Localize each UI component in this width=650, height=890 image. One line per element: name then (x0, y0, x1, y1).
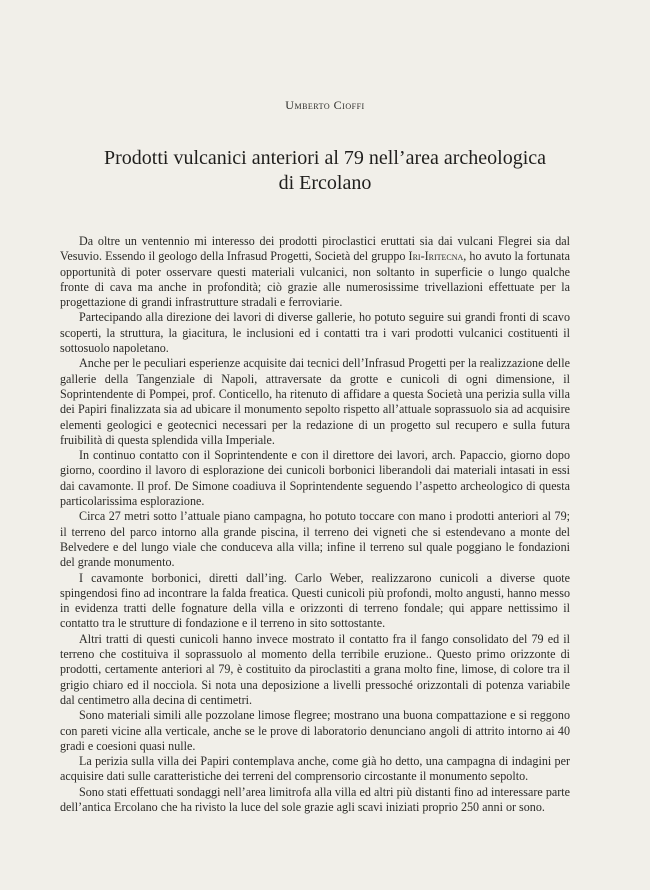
paragraph: La perizia sulla villa dei Papiri contemplava anche, come già ho detto, una campagna di indagini per acquisire dati sulle caratteristiche dei terreni del comprensorio circostante il monumento sepolto. (60, 754, 570, 784)
paragraph: Partecipando alla direzione dei lavori di diverse gallerie, ho potuto seguire sui grandi fronti di scavo scoperti, la struttura, la giacitura, le inclusioni ed i contatti tra i vari prodotti vulcanici costituenti il sottosuolo napoletano. (60, 310, 570, 356)
paragraph: Anche per le peculiari esperienze acquisite dai tecnici dell’Infrasud Progetti per la realizzazione delle gallerie della Tangenziale di Napoli, attraversate da grotte e cunicoli di ogni dimensione, il Soprintendente di Pompei, prof. Conticello, ha ritenuto di affidare a questa Società una perizia sulla villa dei Papiri finalizzata sia ad ubicare il monumento sepolto rispetto all’attuale soprassuolo sia ad acquisire elementi geologici e geotecnici necessari per la redazione di un progetto sul recupero e sulla futura fruibilità di questa splendida villa Imperiale. (60, 356, 570, 447)
paragraph: I cavamonte borbonici, diretti dall’ing. Carlo Weber, realizzarono cunicoli a diverse quote spingendosi fino ad incontrare la falda freatica. Questi cunicoli più profondi, molto angusti, hanno messo in evidenza tratti delle fognature della villa e orizzonti di terreno fondale; qui appare nettissimo il contatto tra le strutture di fondazione e il terreno in sito sottostante. (60, 570, 570, 631)
paragraph: Sono materiali simili alle pozzolane limose flegree; mostrano una buona compattazione e si reggono con pareti vicine alla verticale, anche se le prove di laboratorio denunciano angoli di attrito intorno ai 40 gradi e coesioni quasi nulle. (60, 708, 570, 753)
company-name: Iri-Iritecna (408, 249, 464, 264)
paragraph: Circa 27 metri sotto l’attuale piano campagna, ho potuto toccare con mano i prodotti anteriori al 79; il terreno del parco intorno alla grande piscina, il terreno dei vigneti che si estendevano a monte del Belvedere e del lungo viale che conduceva alla villa; infine il terreno sul quale poggiano le fondazioni del grande monumento. (60, 509, 570, 570)
author-name: Umberto Cioffi (285, 98, 365, 112)
article-body (60, 234, 570, 815)
article-title (40, 146, 610, 196)
title-line-1: Prodotti vulcanici anteriori al 79 nell’area archeologica (103, 147, 547, 169)
title-line-2: di Ercolano (278, 172, 372, 194)
paragraph: In continuo contatto con il Soprintendente e con il direttore dei lavori, arch. Papaccio, giorno dopo giorno, coordino il lavoro di esplorazione dei cunicoli borbonici liberandoli dai materiali intasati in essi dai cavamonte. Il prof. De Simone coadiuva il Soprintendente seguendo l’aspetto archeologico di questa particolarissima esplorazione. (60, 448, 570, 509)
paragraph (60, 234, 570, 310)
paragraph-text: Da oltre un ventennio mi interesso dei prodotti piroclastici eruttati sia dai vulcani Flegrei sia dal Vesuvio. Essendo il geologo della Infrasud Progetti, Società del gruppo (60, 234, 570, 264)
paragraph-text: , ho avuto la fortunata opportunità di poter osservare questi materiali vulcanici, non soltanto in superficie o lungo qualche fronte di cava ma anche in profondità; ciò grazie alle numerosissime trivellazioni effettuate per la progettazione di grandi infrastrutture stradali e ferroviarie. (60, 249, 570, 310)
paragraph: Sono stati effettuati sondaggi nell’area limitrofa alla villa ed altri più distanti fino ad interessare parte dell’antica Ercolano che ha rivisto la luce del sole grazie agli scavi iniziati proprio 250 anni or sono. (60, 784, 570, 814)
paragraph: Altri tratti di questi cunicoli hanno invece mostrato il contatto fra il fango consolidato del 79 ed il terreno che costituiva il soprassuolo al momento della terribile eruzione.. Questo primo orizzonte di prodotti, certamente anteriori al 79, è costituito da piroclastiti a grana molto fine, limose, di colore tra il grigio chiaro ed il nocciola. Si nota una deposizione a livelli pressoché orizzontali di potenza variabile dal centimetro alla decina di centimetri. (60, 631, 570, 707)
